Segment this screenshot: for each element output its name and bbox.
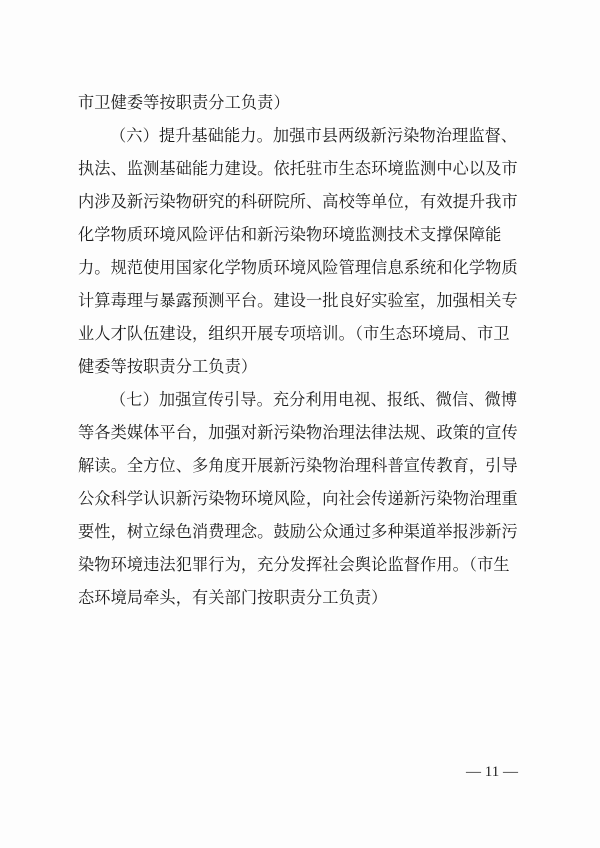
text-line-16: 态环境局牵头，有关部门按职责分工负责） bbox=[78, 588, 388, 607]
text-line-4: 内涉及新污染物研究的科研院所、高校等单位，有效提升我市 bbox=[78, 192, 518, 211]
text-line-3: 执法、监测基础能力建设。依托驻市生态环境监测中心以及市 bbox=[78, 159, 518, 178]
text-line-5: 化学物质环境风险评估和新污染物环境监测技术支撑保障能 bbox=[78, 225, 502, 244]
text-line-13: 公众科学认识新污染物环境风险，向社会传递新污染物治理重 bbox=[78, 489, 518, 508]
text-line-15: 染物环境违法犯罪行为，充分发挥社会舆论监督作用。（市生 bbox=[78, 555, 510, 574]
text-line-10: （七）加强宣传引导。充分利用电视、报纸、微信、微博 bbox=[110, 390, 518, 409]
text-line-12: 解读。全方位、多角度开展新污染物治理科普宣传教育，引导 bbox=[78, 456, 518, 475]
text-line-11: 等各类媒体平台，加强对新污染物治理法律法规、政策的宣传 bbox=[78, 423, 518, 442]
text-line-1: 市卫健委等按职责分工负责） bbox=[78, 93, 290, 112]
page-number: — 11 — bbox=[466, 764, 518, 780]
text-line-7: 计算毒理与暴露预测平台。建设一批良好实验室，加强相关专 bbox=[78, 291, 518, 310]
text-line-9: 健委等按职责分工负责） bbox=[78, 357, 258, 376]
text-line-6: 力。规范使用国家化学物质环境风险管理信息系统和化学物质 bbox=[78, 258, 518, 277]
text-line-14: 要性，树立绿色消费理念。鼓励公众通过多种渠道举报涉新污 bbox=[78, 522, 518, 541]
text-line-2: （六）提升基础能力。加强市县两级新污染物治理监督、 bbox=[110, 126, 518, 145]
text-line-8: 业人才队伍建设，组织开展专项培训。（市生态环境局、市卫 bbox=[78, 324, 510, 343]
